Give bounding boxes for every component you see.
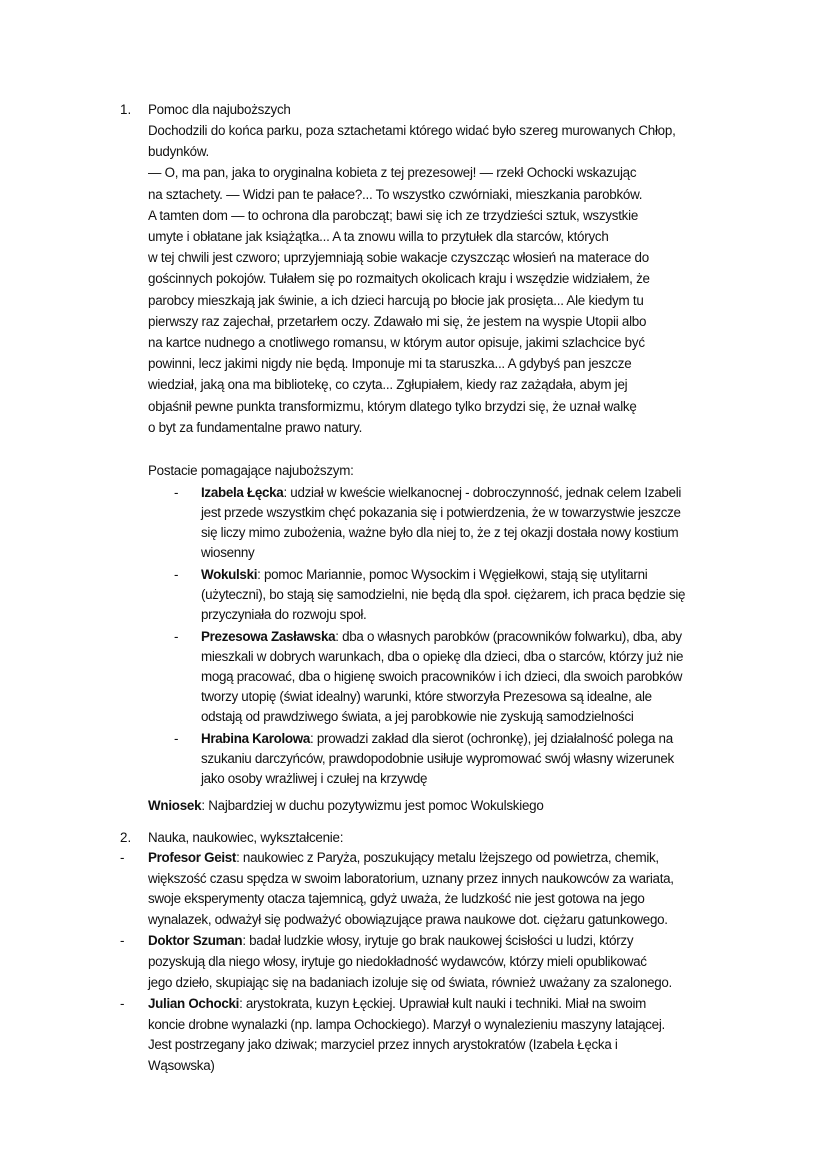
quote-line: wiedział, jaką ona ma bibliotekę, co czyta... Zgłupiałem, kiedy raz zażądała, abym jej [148,377,628,393]
list-item-text: mogą pracować, dba o higienę swoich pracowników i ich dzieci, dla swoich parobków [201,669,683,684]
list-item-text: wiosenny [201,545,255,560]
quote-line: pierwszy raz zajechał, przetarłem oczy. Zdawało mi się, że jestem na wyspie Utopii albo [148,313,647,329]
quote-line: Dochodzili do końca parku, poza sztachetami którego widać było szereg murowanych Chłop, [148,123,676,138]
list-item-text: : badał ludzkie włosy, irytuje go brak naukowej ścisłości u ludzi, którzy [242,933,634,949]
list-item [148,729,748,789]
bullet-dash: - [174,731,179,746]
list-item-text: szukaniu darczyńców, prawdopodobnie usiłuje wypromować swój własny wizerunek [201,751,674,766]
quote-line: na kartce nudnego a cnotliwego romansu, w którym autor opisuje, jakimi szlachcice być [148,335,645,351]
list-item [120,931,740,993]
bullet-dash: - [120,996,125,1012]
list-item-text: : pomoc Mariannie, pomoc Wysockim i Węgiełkowi, stają się utylitarni [257,567,648,582]
list-item-text: tworzy utopię (świat idealny) warunki, które stworzyła Prezesowa są idealne, ale [201,689,652,704]
list-item [120,848,740,930]
list-item-text: się liczy mimo zubożenia, ważne było dla niej to, że z tej okazji dostała nowy kostium [201,525,679,540]
list-item-text: : arystokrata, kuzyn Łęckiej. Uprawiał kult nauki i techniki. Miał na swoim [239,996,646,1012]
conclusion [148,795,738,816]
character-name: Julian Ochocki [148,996,240,1012]
character-name: Doktor Szuman [148,933,243,949]
character-name: Prezesowa Zasławska [201,629,336,644]
list-item-text: jako osoby wrażliwej i czułej na krzywdę [201,771,428,786]
helpers-title: Postacie pomagające najuboższym: [148,463,354,478]
list-item-text: Wąsowska) [148,1057,215,1073]
list-item [148,565,748,625]
character-name: Wokulski [201,567,258,582]
quote-line: na sztachety. — Widzi pan te pałace?... To wszystko czwórniaki, mieszkania parobków. [148,186,643,202]
bullet-dash: - [120,850,125,865]
bullet-dash: - [174,629,179,644]
list-item-text: : udział w kweście wielkanocnej - dobroczynność, jednak celem Izabeli [283,485,682,500]
list-item [148,627,748,727]
list-item-text: odstają od prawdziwego świata, a jej parobkowie nie zyskują samodzielności [201,709,634,724]
helpers-list [148,483,748,789]
character-name: Profesor Geist [148,850,237,865]
list-item-text: (użyteczni), bo stają się samodzielni, nie będą dla społ. ciężarem, ich praca będzie się [201,587,686,602]
quote-line: A tamten dom — to ochrona dla parobcząt; bawi się ich ze trzydzieści sztuk, wszystkie [148,207,639,223]
section-1-number: 1. [120,102,132,117]
bullet-dash: - [174,485,179,500]
bullet-dash: - [120,933,125,949]
list-item-text: jest przede wszystkim chęć pokazania się i potwierdzenia, że w towarzystwie jeszcze [201,505,681,520]
section-2-number: 2. [120,830,132,845]
list-item-text: mieszkali w dobrych warunkach, dba o opiekę dla dzieci, dba o starców, którzy już nie [201,649,684,664]
list-item-text: przyczyniała do rozwoju społ. [201,607,367,622]
conclusion-text: : Najbardziej w duchu pozytywizmu jest pomoc Wokulskiego [201,798,544,813]
list-item-text: swoje eksperymenty otacza tajemnicą, gdyż uważa, że ludzkość nie jest gotowa na jego [148,891,645,907]
quote-line: powinni, lecz jakimi nigdy nie będą. Imponuje mi ta staruszka... A gdybyś pan jeszcze [148,356,632,372]
list-item-text: : dba o własnych parobków (pracowników folwarku), dba, aby [335,629,682,644]
list-item-text: : naukowiec z Paryża, poszukujący metalu lżejszego od powietrza, chemik, [236,850,659,865]
list-item-text: pozyskują dla niego włosy, irytuje go niedokładność wydawców, którzy mieli opublikować [148,953,647,969]
science-list [120,848,740,1077]
quote-line: umyte i obłatane jak książątka... A ta znowu willa to przytułek dla starców, których [148,229,609,245]
list-item-text: większość czasu spędza w swoim laboratorium, uznany przez innych naukowców za wariata, [148,870,674,886]
quote-line: objaśnił pewne punkta transformizmu, którym dlatego tylko brzydzi się, że uznał walkę [148,398,637,414]
quote-line: w tej chwili jest czworo; uprzyjemniają sobie wakacje czyszcząc włosień na materace do [148,250,649,266]
quote-line: — O, ma pan, jaka to oryginalna kobieta z tej prezesowej! — rzekł Ochocki wskazując [148,165,637,181]
character-name: Hrabina Karolowa [201,731,311,746]
list-item-text: koncie drobne wynalazki (np. lampa Ochockiego). Marzył o wynalezieniu maszyny latającej. [148,1016,665,1032]
list-item-text: Jest postrzegany jako dziwak; marzyciel przez innych arystokratów (Izabela Łęcka i [148,1037,618,1053]
list-item-text: : prowadzi zakład dla sierot (ochronkę), jej działalność polega na [310,731,673,746]
bullet-dash: - [174,567,179,582]
quote-line: parobcy mieszkają jak świnie, a ich dzieci harcują po błocie jak prosięta... Ale kiedym tu [148,292,644,308]
conclusion-label: Wniosek [148,798,202,813]
list-item-text: wynalazek, odważył się podważyć obowiązujące prawa naukowe dot. ciężaru gatunkowego. [148,911,668,927]
quote-line: gościnnych pokojów. Tułałem się po rozmaitych okolicach kraju i wszędzie widziałem, że [148,271,650,287]
list-item [148,483,748,563]
quote-line: o byt za fundamentalne prawo natury. [148,419,363,435]
section-1-heading: Pomoc dla najuboższych [148,102,291,117]
list-item [120,994,740,1076]
list-item-text: jego dzieło, skupiając się na badaniach izoluje się od świata, również uważany za szalonego. [148,974,672,990]
quote-line: budynków. [148,144,210,160]
quote-paragraph [148,120,738,438]
section-2-heading: Nauka, naukowiec, wykształcenie: [148,830,344,845]
character-name: Izabela Łęcka [201,485,284,500]
